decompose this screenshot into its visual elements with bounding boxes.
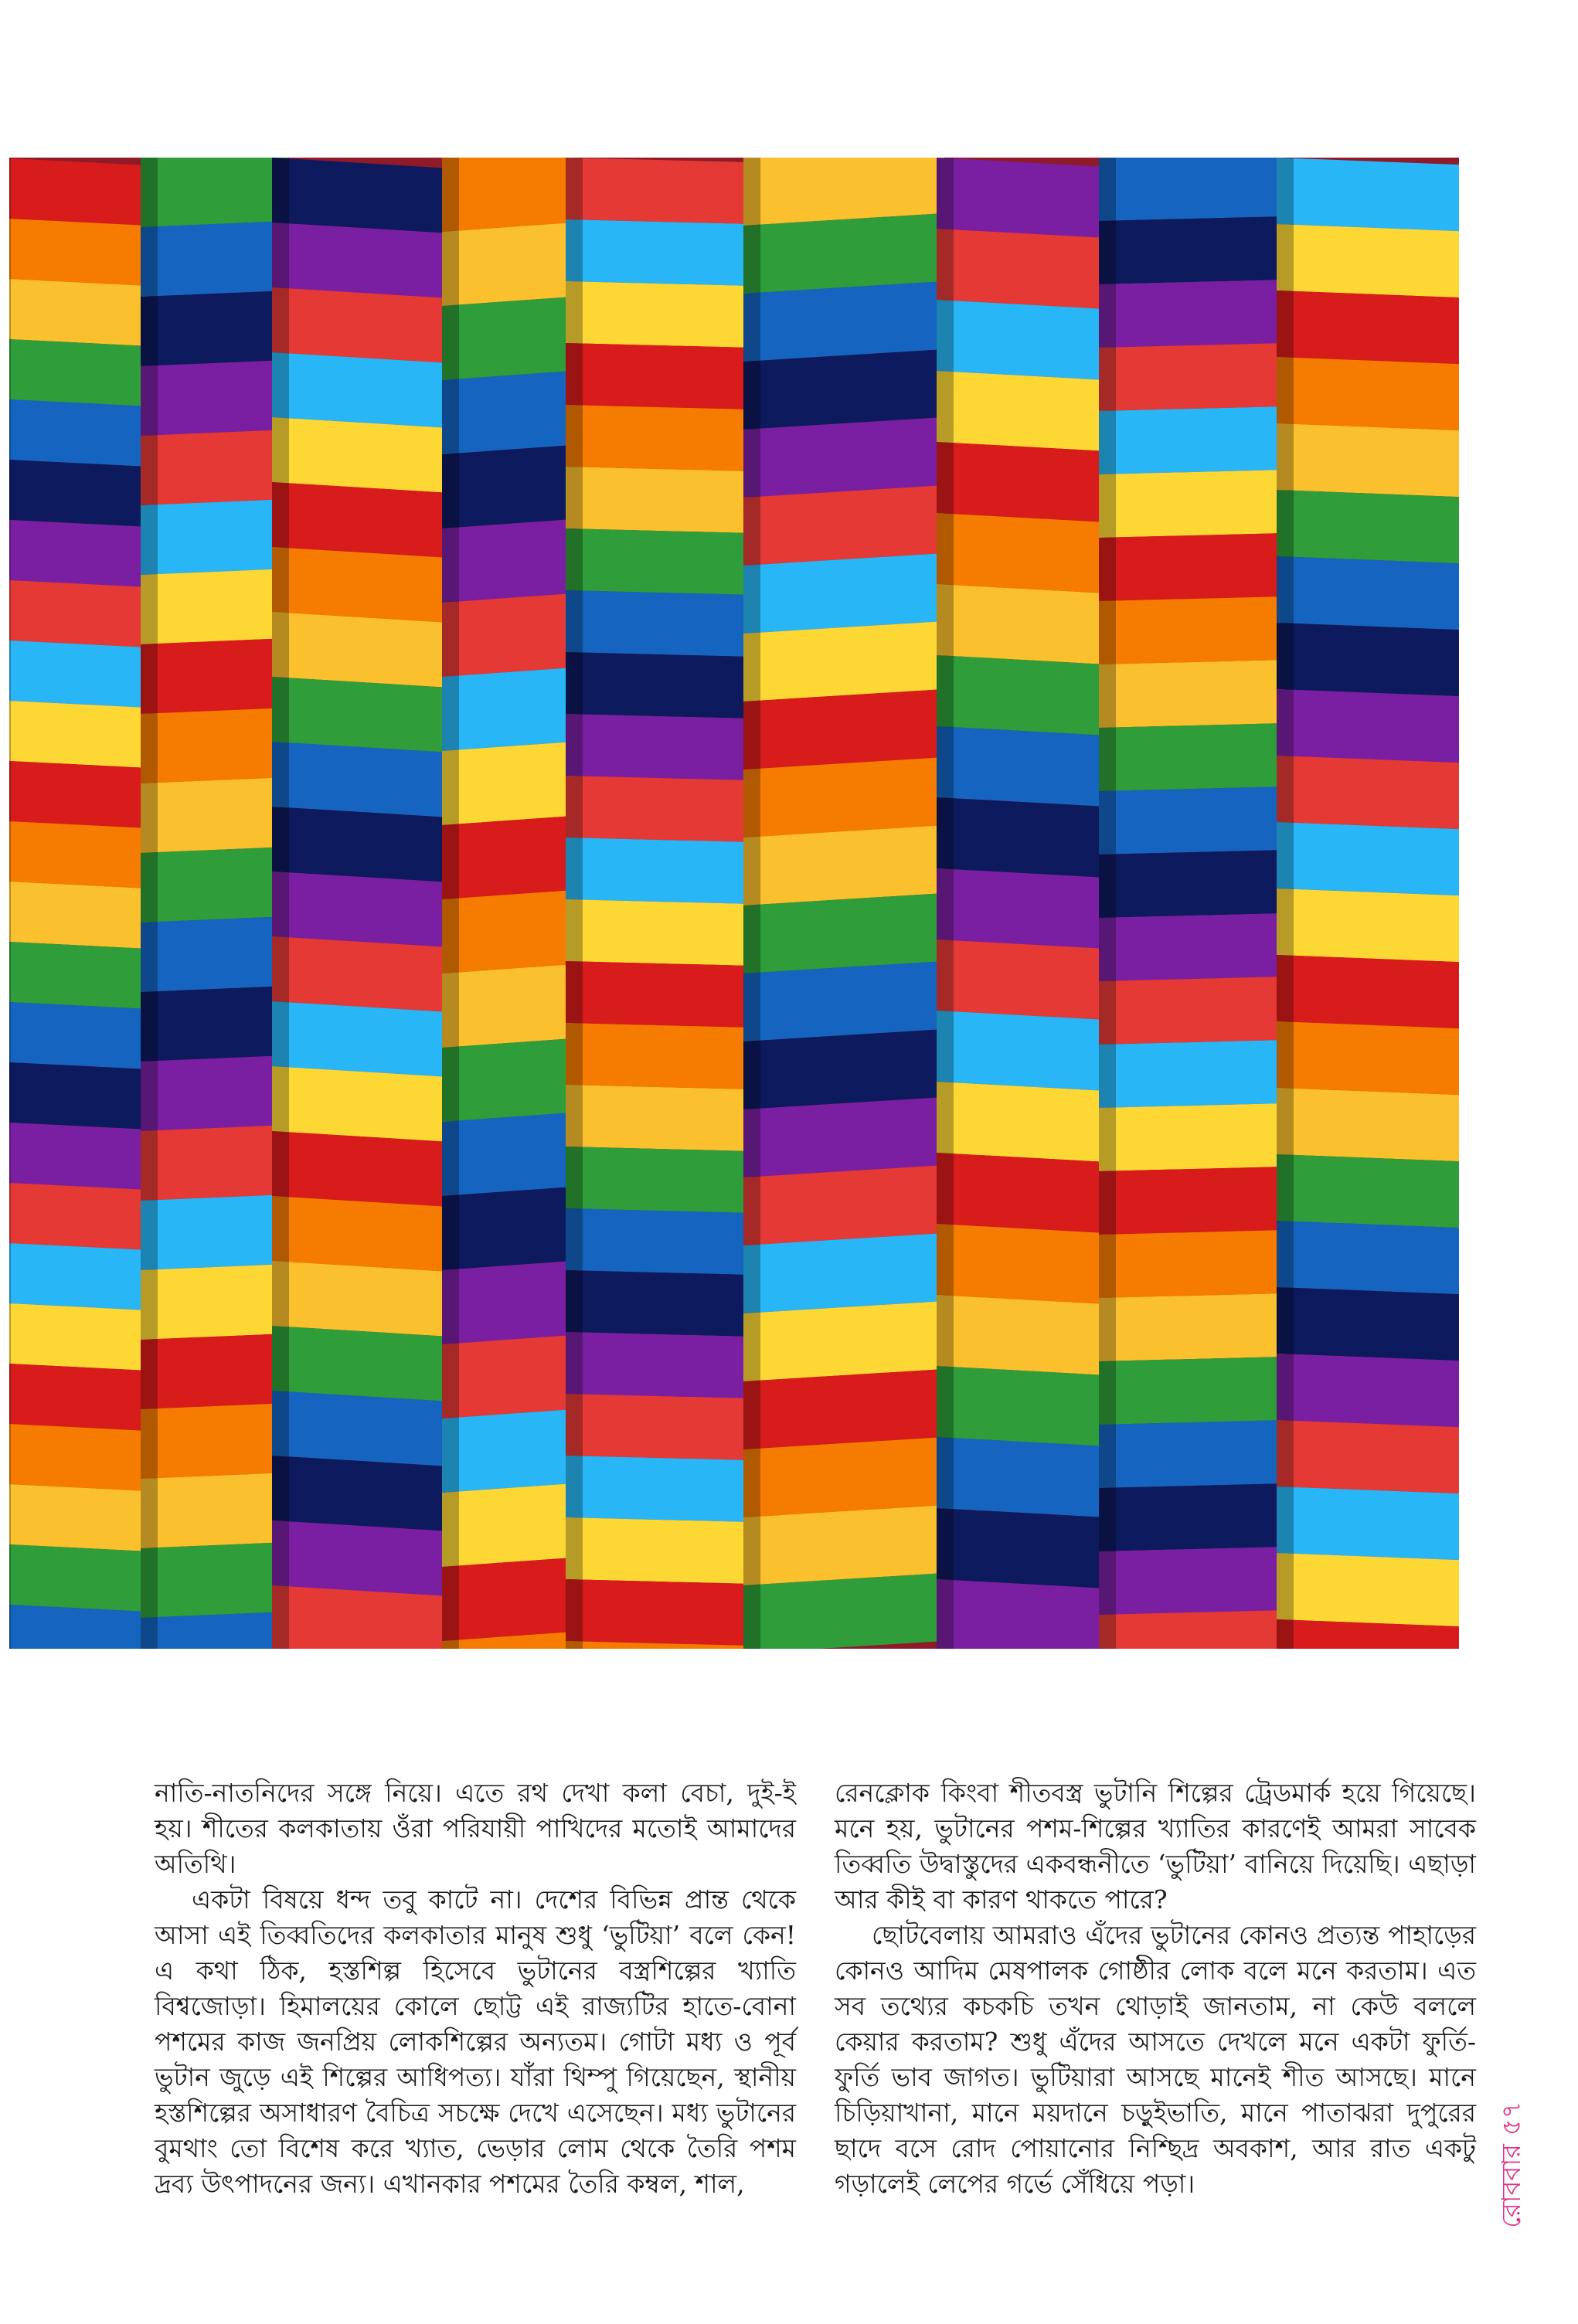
knitted-strip [1099, 158, 1284, 1649]
knitted-strip [442, 158, 573, 1649]
paragraph: ছোটবেলায় আমরাও এঁদের ভুটানের কোনও প্রত্যন্ত পাহাড়ের কোনও আদিম মেষপালক গোষ্ঠীর লোক বলে মনে করতাম। এত সব তথ্যের কচকচি তখন থোড়াই জানতাম, না কেউ বললে কেয়ার করতাম? শুধু এঁদের আসতে দেখলে মনে একটা ফুর্তি-ফুর্তি ভাব জাগত। ভুটিয়ারা আসছে মানেই শীত আসছে। মানে চিড়িয়াখানা, মানে ময়দানে চড়ুইভাতি, মানে পাতাঝরা দুপুরের ছাদে বসে রোদ পোয়ানোর নিশ্ছিদ্র অবকাশ, আর রাত একটু গড়ালেই লেপের গর্ভে সেঁধিয়ে পড়া। [835, 1920, 1476, 2199]
knitted-strip [9, 158, 148, 1649]
knitted-strip [743, 158, 944, 1649]
knitted-strip [272, 158, 450, 1649]
paragraph: রেনক্লোক কিংবা শীতবস্ত্র ভুটানি শিল্পের ট্রেডমার্ক হয়ে গিয়েছে। মনে হয়, ভুটানের পশম-শিল্পের খ্যাতির কারণেই আমরা সাবেক তিব্বতি উদ্বাস্তুদের একবন্ধনীতে ‘ভুটিয়া’ বানিয়ে দিয়েছি। এছাড়া আর কীই বা কারণ থাকতে পারে? [835, 1778, 1476, 1915]
knitted-woollens-photo [9, 158, 1459, 1649]
paragraph: একটা বিষয়ে ধন্দ তবু কাটে না। দেশের বিভিন্ন প্রান্ত থেকে আসা এই তিব্বতিদের কলকাতার মানুষ শুধু ‘ভুটিয়া’ বলে কেন! এ কথা ঠিক, হস্তশিল্প হিসেবে ভুটানের বস্ত্রশিল্পের খ্যাতি বিশ্বজোড়া। হিমালয়ের কোলে ছোট্ট এই রাজ্যটির হাতে-বোনা পশমের কাজ জনপ্রিয় লোকশিল্পের অন্যতম। গোটা মধ্য ও পূর্ব ভুটান জুড়ে এই শিল্পের আধিপত্য। যাঁরা থিম্পু গিয়েছেন, স্থানীয় হস্তশিল্পের অসাধারণ বৈচিত্র সচক্ষে দেখে এসেছেন। মধ্য ভুটানের বুমথাং তো বিশেষ করে খ্যাত, ভেড়ার লোম থেকে তৈরি পশম দ্রব্য উৎপাদনের জন্য। এখানকার পশমের তৈরি কম্বল, শাল, [155, 1884, 796, 2199]
article-column-right [835, 1775, 1476, 2202]
knitted-strip [1277, 158, 1459, 1649]
paragraph: নাতি-নাতনিদের সঙ্গে নিয়ে। এতে রথ দেখা কলা বেচা, দুই-ই হয়। শীতের কলকাতায় ওঁরা পরিযায়ী পাখিদের মতোই আমাদের অতিথি। [155, 1778, 796, 1879]
page-folio: রোববার ৫৭ [1496, 2101, 1527, 2228]
photo-illustration [9, 158, 1459, 1649]
knitted-strip [566, 158, 751, 1649]
article-column-left [155, 1775, 796, 2202]
knitted-strip [937, 158, 1107, 1649]
knitted-strip [141, 158, 287, 1649]
